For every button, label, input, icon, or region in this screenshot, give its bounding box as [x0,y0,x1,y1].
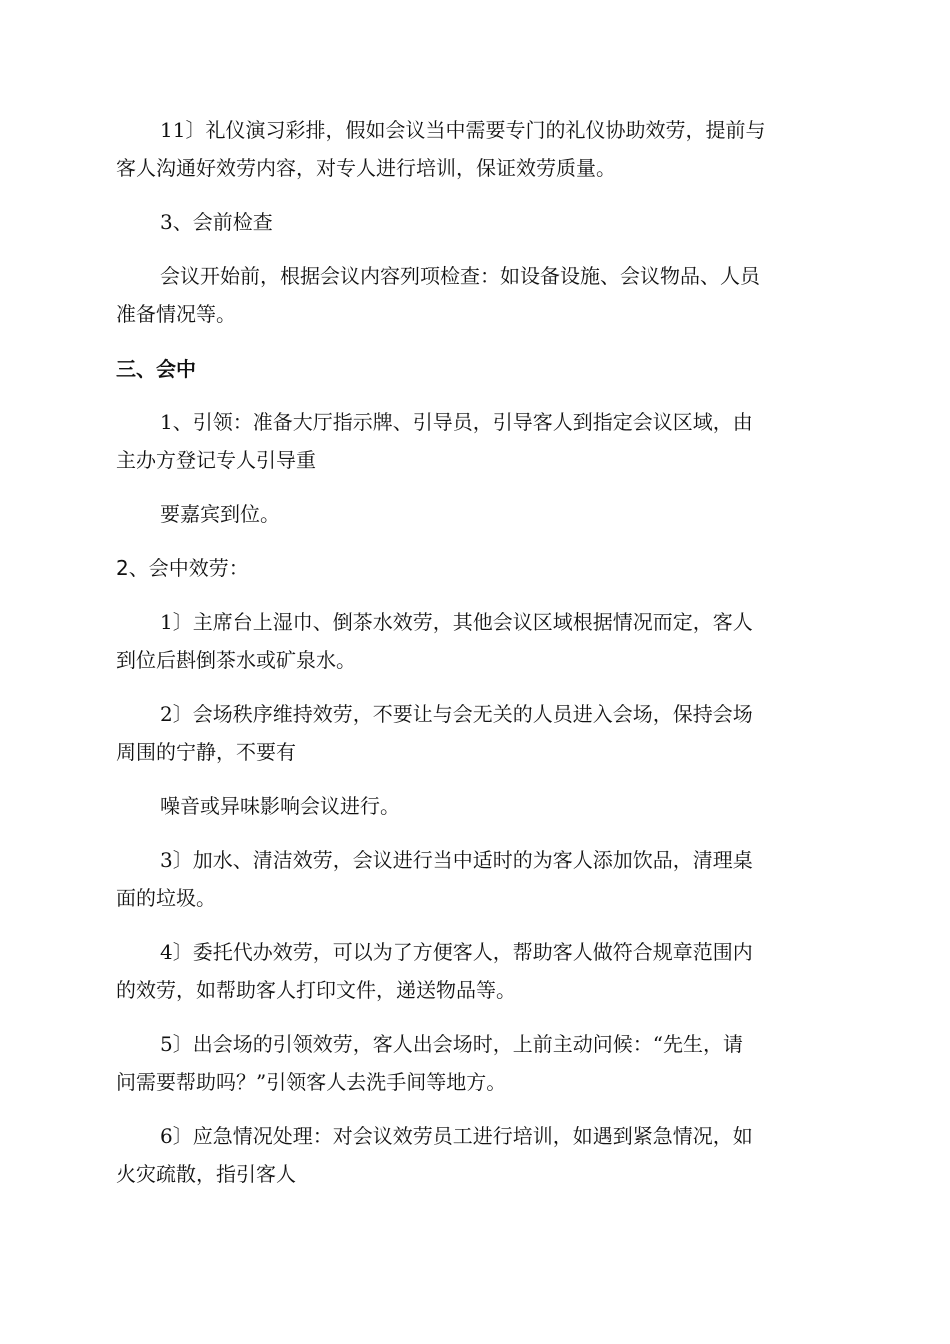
paragraph-service-4-line-1: 4〕委托代办效劳，可以为了方便客人，帮助客人做符合规章范围内 [160,940,753,964]
section-heading-during-meeting: 三、会中 [116,357,196,381]
paragraph-service-5-line-2: 问需要帮助吗？”引领客人去洗手间等地方。 [116,1070,507,1094]
subheading-pre-meeting-check: 3、会前检查 [160,210,273,234]
paragraph-check-line-1: 会议开始前，根据会议内容列项检查：如设备设施、会议物品、人员 [160,264,760,288]
paragraph-service-2-continued: 噪音或异味影响会议进行。 [160,794,400,818]
paragraph-service-5-line-1: 5〕出会场的引领效劳，客人出会场时，上前主动问候：“先生，请 [160,1032,743,1056]
paragraph-check-line-2: 准备情况等。 [116,302,236,326]
subheading-in-meeting-service: 2、会中效劳： [116,556,249,580]
paragraph-service-1-line-2: 到位后斟倒茶水或矿泉水。 [116,648,356,672]
paragraph-guidance-continued: 要嘉宾到位。 [160,502,280,526]
paragraph-guidance-line-2: 主办方登记专人引导重 [116,448,316,472]
paragraph-service-3-line-1: 3〕加水、清洁效劳，会议进行当中适时的为客人添加饮品，清理桌 [160,848,753,872]
paragraph-guidance-line-1: 1、引领：准备大厅指示牌、引导员，引导客人到指定会议区域，由 [160,410,753,434]
paragraph-service-6-line-1: 6〕应急情况处理：对会议效劳员工进行培训，如遇到紧急情况，如 [160,1124,753,1148]
paragraph-service-3-line-2: 面的垃圾。 [116,886,216,910]
paragraph-service-2-line-1: 2〕会场秩序维持效劳，不要让与会无关的人员进入会场，保持会场 [160,702,753,726]
paragraph-service-1-line-1: 1〕主席台上湿巾、倒茶水效劳，其他会议区域根据情况而定，客人 [160,610,753,634]
paragraph-rehearsal-line-1: 11〕礼仪演习彩排，假如会议当中需要专门的礼仪协助效劳，提前与 [160,118,766,142]
paragraph-service-4-line-2: 的效劳，如帮助客人打印文件，递送物品等。 [116,978,516,1002]
paragraph-service-6-line-2: 火灾疏散，指引客人 [116,1162,296,1186]
paragraph-rehearsal-line-2: 客人沟通好效劳内容，对专人进行培训，保证效劳质量。 [116,156,616,180]
paragraph-service-2-line-2: 周围的宁静，不要有 [116,740,296,764]
